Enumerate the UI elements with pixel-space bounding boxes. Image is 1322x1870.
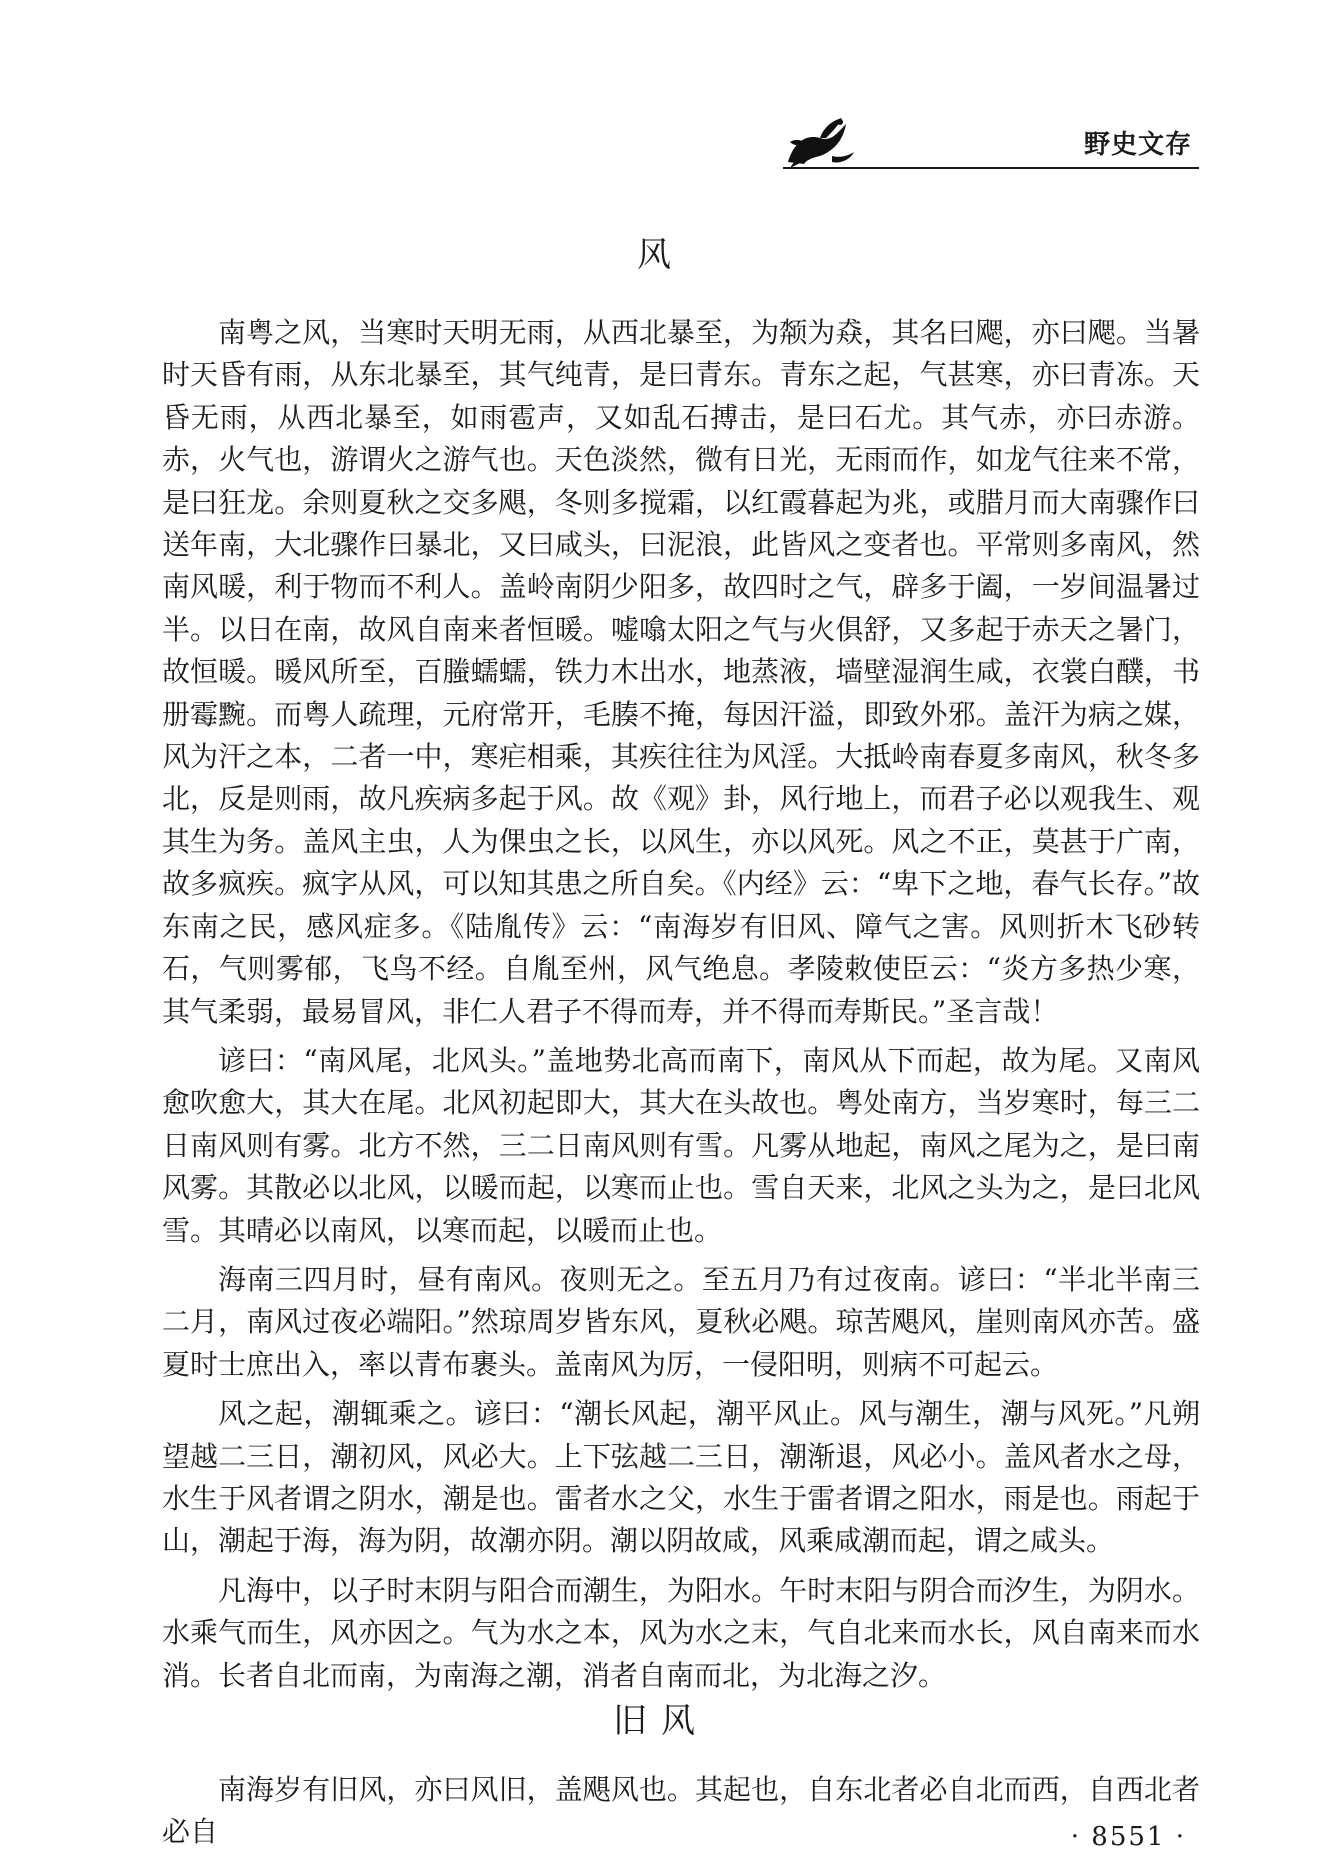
- paragraph: 海南三四月时，昼有南风。夜则无之。至五月乃有过夜南。谚曰：“半北半南三二月，南风过夜必端阳。”然琼周岁皆东风，夏秋必飓。琼苦飓风，崖则南风亦苦。盛夏时士庶出入，率以青布裹头。盖南风为厉，一侵阳明，则病不可起云。: [162, 1262, 1200, 1381]
- header-rule: [783, 167, 1199, 169]
- section-title-jiufeng: 旧风: [613, 1701, 709, 1741]
- section-body-feng: [162, 312, 1200, 1704]
- section-body-jiufeng: [162, 1769, 1200, 1861]
- dragon-emblem-icon: [780, 112, 860, 172]
- paragraph: 谚曰：“南风尾，北风头。”盖地势北高而南下，南风从下而起，故为尾。又南风愈吹愈大，其大在尾。北风初起即大，其大在头故也。粤处南方，当岁寒时，每三二日南风则有雾。北方不然，三二日南风则有雪。凡雾从地起，南风之尾为之，是曰南风雾。其散必以北风，以暖而起，以寒而止也。雪自天来，北风之头为之，是曰北风雪。其晴必以南风，以寒而起，以暖而止也。: [162, 1043, 1200, 1247]
- running-title: 野史文存: [1083, 130, 1192, 160]
- paragraph: 南海岁有旧风，亦曰风旧，盖飓风也。其起也，自东北者必自北而西，自西北者必自: [162, 1773, 1200, 1849]
- paragraph: 风之起，潮辄乘之。谚曰：“潮长风起，潮平风止。风与潮生，潮与风死。”凡朔望越二三日，潮初风，风必大。上下弦越二三日，潮渐退，风必小。盖风者水之母，水生于风者谓之阴水，潮是也。雷者水之父，水生于雷者谓之阳水，雨是也。雨起于山，潮起于海，海为阴，故潮亦阴。潮以阴故咸，风乘咸潮而起，谓之咸头。: [162, 1397, 1200, 1558]
- paragraph: 凡海中，以子时末阴与阳合而潮生，为阳水。午时末阳与阴合而汐生，为阴水。水乘气而生，风亦因之。气为水之本，风为水之末，气自北来而水长，风自南来而水消。长者自北而南，为南海之潮，消者自南而北，为北海之汐。: [162, 1573, 1200, 1692]
- section-title-feng: 风: [637, 235, 685, 275]
- page-number: · 8551 ·: [1070, 1822, 1186, 1852]
- paragraph: 南粤之风，当寒时天明无雨，从西北暴至，为颒为猋，其名曰飔，亦曰飔。当暑时天昏有雨，从东北暴至，其气纯青，是曰青东。青东之起，气甚寒，亦曰青冻。天昏无雨，从西北暴至，如雨雹声，又如乱石搏击，是曰石尤。其气赤，亦曰赤游。赤，火气也，游谓火之游气也。天色淡然，微有日光，无雨而作，如龙气往来不常，是曰狂龙。余则夏秋之交多飓，冬则多搅霜，以红霞暮起为兆，或腊月而大南骤作曰送年南，大北骤作曰暴北，又曰咸头，曰泥浪，此皆风之变者也。平常则多南风，然南风暖，利于物而不利人。盖岭南阴少阳多，故四时之气，辟多于阖，一岁间温暑过半。以日在南，故风自南来者恒暖。嘘噏太阳之气与火俱舒，又多起于赤天之暑门，故恒暖。暖风所至，百螣蠕蠕，铁力木出水，地蒸液，墙壁湿润生咸，衣裳白醭，书册霉黦。而粤人疏理，元府常开，毛腠不掩，每因汗溢，即致外邪。盖汗为病之媒，风为汗之本，二者一中，寒疟相乘，其疾往往为风淫。大抵岭南春夏多南风，秋冬多北，反是则雨，故凡疾病多起于风。故《观》卦，风行地上，而君子必以观我生、观其生为务。盖风主虫，人为倮虫之长，以风生，亦以风死。风之不正，莫甚于广南，故多疯疾。疯字从风，可以知其患之所自矣。《内经》云：“卑下之地，春气长存。”故东南之民，感风症多。《陆胤传》云：“南海岁有旧风、障气之害。风则折木飞砂转石，气则雾郁，飞鸟不经。自胤至州，风气绝息。孝陵敕使臣云：“炎方多热少寒，其气柔弱，最易冒风，非仁人君子不得而寿，并不得而寿斯民。”圣言哉！: [162, 316, 1200, 1028]
